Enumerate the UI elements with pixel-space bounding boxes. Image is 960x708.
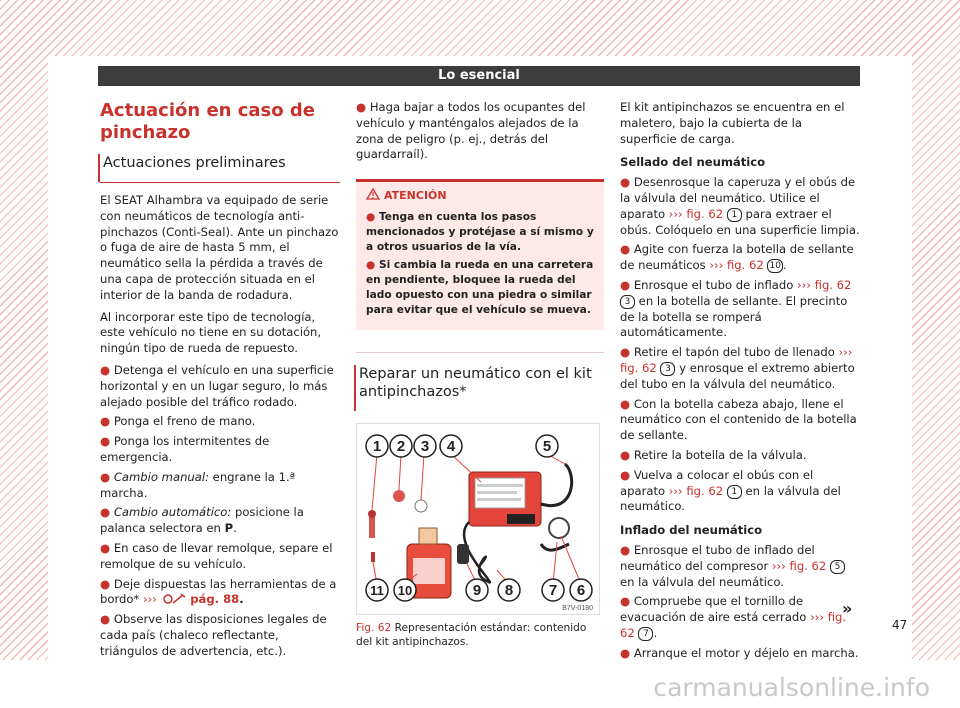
figure-code: B7V-0180	[562, 604, 593, 612]
list-item-text: .	[653, 625, 658, 640]
list-item-text: Enrosque el tubo de inflado	[633, 277, 798, 292]
xref-arrow-icon: ›››	[771, 558, 790, 573]
gear-position: P	[224, 521, 234, 536]
callout-1: 1	[372, 437, 382, 455]
bullet-icon: ●	[620, 594, 634, 609]
list-item-text: Retire la botella de la válvula.	[633, 447, 807, 462]
list-item	[620, 345, 860, 392]
list-item-text: en la válvula del neumático.	[620, 574, 784, 589]
bullet-icon: ●	[620, 447, 634, 462]
list-item-text: .	[782, 258, 787, 273]
list-item-emphasis: Cambio automático:	[113, 505, 232, 520]
list-item-text: Ponga el freno de mano.	[113, 414, 256, 429]
list-item-text: En caso de llevar remolque, separe el remolque de su vehículo.	[100, 540, 333, 571]
figure-reference-link[interactable]: fig. 62	[620, 610, 847, 640]
list-item-text: posicione la palanca selectora en	[100, 505, 304, 536]
bullet-icon: ●	[620, 645, 634, 660]
figure-reference-link[interactable]: fig. 62	[686, 483, 724, 498]
watermark: carmanualsonline.info	[653, 673, 930, 702]
bullet-icon: ●	[100, 434, 114, 449]
list-item-text: Agite con fuerza la botella de sellante de neumáticos	[620, 242, 854, 273]
bullet-icon: ●	[620, 396, 634, 411]
bullet-icon: ●	[100, 505, 114, 520]
callout-10: 10	[397, 582, 413, 598]
figure-label: Fig. 62	[356, 621, 392, 634]
figure-reference-link[interactable]: fig. 62	[789, 558, 827, 573]
list-item	[100, 577, 340, 609]
subsection-heading	[354, 365, 604, 411]
callout-number: 7	[638, 627, 653, 641]
bullet-icon: ●	[620, 242, 634, 257]
callout-6: 6	[576, 581, 586, 599]
xref-arrow-icon: ›››	[668, 206, 687, 221]
figure-reference-link[interactable]: fig. 62	[620, 360, 657, 375]
list-item-text: Compruebe que el tornillo de evacuación de aire está cerrado	[620, 594, 811, 625]
list-item	[100, 363, 340, 410]
list-item	[620, 397, 860, 444]
list-item	[620, 594, 860, 641]
list-item	[100, 505, 340, 537]
xref-arrow-icon: ›››	[810, 610, 828, 625]
list-item	[356, 100, 604, 163]
callout-7: 7	[548, 581, 558, 599]
subheading-inflation: Inflado del neumático	[620, 523, 763, 538]
list-item-text: en la válvula del neumático.	[620, 483, 841, 514]
warning-title-text: ATENCIÓN	[384, 189, 447, 203]
figure-reference-link[interactable]: fig. 62	[726, 258, 764, 273]
bullet-icon: ●	[620, 467, 634, 482]
figure-reference-link[interactable]: fig. 62	[814, 277, 852, 292]
figure-caption	[356, 621, 604, 649]
figure-reference-link[interactable]: fig. 62	[686, 206, 724, 221]
list-item-text: Con la botella cabeza abajo, llene el neumático con el contenido de la botella de sellante.	[620, 396, 857, 443]
callout-4: 4	[446, 437, 456, 455]
callout-number: 3	[620, 295, 635, 309]
xref-arrow-icon: ›››	[142, 592, 157, 607]
list-item-text: Enrosque el tubo de inflado del neumático del compresor	[620, 542, 815, 573]
column-left	[100, 100, 340, 664]
warning-item-text: Tenga en cuenta los pasos mencionados y protéjase a sí mismo y a otros usuarios de la vía.	[366, 210, 594, 253]
column-right	[620, 100, 860, 666]
xref-arrow-icon: ›››	[709, 258, 727, 273]
bullet-icon: ●	[620, 542, 634, 557]
heading-rule	[100, 182, 340, 183]
list-item	[620, 242, 860, 274]
subheading-sealing: Sellado del neumático	[620, 155, 766, 170]
list-item	[100, 612, 340, 659]
list-item	[100, 541, 340, 573]
page-title: Actuación en caso de pinchazo	[100, 100, 315, 143]
bullet-icon: ●	[100, 414, 114, 429]
list-item-text: Arranque el motor y déjelo en marcha.	[633, 645, 859, 660]
warning-box	[356, 179, 604, 329]
warning-item	[366, 210, 594, 254]
list-item-text: .	[233, 521, 237, 536]
bullet-icon: ●	[620, 175, 634, 190]
list-item	[100, 470, 340, 502]
figure-caption-text: Representación estándar: contenido del kit antipinchazos.	[356, 621, 587, 648]
callout-number: 5	[830, 560, 845, 574]
paragraph: El kit antipinchazos se encuentra en el maletero, bajo la cubierta de la superficie de carga.	[620, 100, 845, 146]
section-heading	[356, 352, 604, 411]
callout-8: 8	[504, 581, 514, 599]
bullet-icon: ●	[100, 540, 114, 555]
bullet-icon: ●	[100, 362, 114, 377]
list-item	[100, 434, 340, 466]
callout-9: 9	[472, 581, 482, 599]
xref-arrow-icon: ›››	[668, 483, 687, 498]
section-header: Lo esencial	[98, 66, 860, 86]
subsection-title: Actuaciones preliminares	[103, 155, 286, 171]
bullet-icon: ●	[366, 259, 379, 272]
list-item-text: Observe las disposiciones legales de cada país (chaleco reflectante, triángulos de advertencia, etc.).	[100, 612, 327, 658]
list-item	[620, 543, 860, 590]
list-item	[620, 468, 860, 515]
callout-5: 5	[542, 437, 552, 455]
continue-marker: »	[842, 599, 853, 618]
subsection-title: Reparar un neumático con el kit antipinchazos*	[359, 365, 592, 400]
list-item	[620, 278, 860, 341]
callout-number: 3	[660, 362, 675, 376]
paragraph: Al incorporar este tipo de tecnología, este vehículo no tiene en su dotación, ningún tipo de rueda de repuesto.	[100, 309, 322, 356]
list-item	[100, 414, 340, 430]
xref-arrow-icon: ›››	[838, 345, 853, 360]
callout-number: 1	[727, 208, 742, 222]
xref-arrow-icon: ›››	[797, 277, 815, 292]
bullet-icon: ●	[356, 100, 370, 114]
list-item-text: Desenrosque la caperuza y el obús de la válvula del neumático. Utilice el aparato	[620, 175, 856, 221]
warning-title	[366, 188, 594, 204]
page-reference-link[interactable]: pág. 88	[190, 592, 240, 607]
bullet-icon: ●	[620, 345, 634, 360]
list-item-text: engrane la 1.ª marcha.	[100, 469, 296, 500]
list-item-text: .	[239, 592, 244, 607]
paragraph: El SEAT Alhambra va equipado de serie con neumáticos de tecnología anti-pinchazos (Conti-Seal). Ante un pinchazo o fuga de aire de hasta 5 mm, el neumático sella la pérdida a través de una capa de protección situada en el interior de la banda de rodadura.	[100, 193, 339, 302]
list-item-text: en la botella de sellante. El precinto de la botella se romperá automáticamente.	[620, 293, 848, 340]
list-item-text: para extraer el obús. Colóquelo en una superficie limpia.	[620, 206, 860, 237]
callout-number: 1	[727, 485, 742, 499]
page-number: 47	[892, 618, 908, 632]
callout-3: 3	[420, 437, 430, 455]
figure-62	[356, 423, 600, 615]
repair-kit-illustration	[357, 424, 599, 614]
list-item-text: Detenga el vehículo en una superficie horizontal y en un lugar seguro, lo más alejado posible del tráfico rodado.	[100, 362, 334, 409]
list-item-text: Ponga los intermitentes de emergencia.	[100, 434, 270, 464]
list-item	[620, 646, 860, 662]
tools-icon	[161, 592, 187, 605]
list-item-emphasis: Cambio manual:	[113, 469, 209, 484]
column-middle	[356, 100, 604, 649]
bullet-icon: ●	[100, 612, 114, 627]
warning-item	[366, 258, 594, 317]
warning-item-text: Si cambia la rueda en una carretera en pendiente, bloquee la rueda del lado opuesto con una piedra o similar para evitar que el vehículo se mueva.	[366, 259, 594, 316]
warning-triangle-icon	[366, 188, 380, 200]
list-item-text: Haga bajar a todos los ocupantes del vehículo y manténgalos alejados de la zona de peligro (p. ej., detrás del guardarraíl).	[356, 100, 586, 162]
bullet-icon: ●	[620, 277, 634, 292]
bullet-icon: ●	[100, 576, 114, 591]
list-item-text: Deje dispuestas las herramientas de a bordo*	[100, 576, 337, 607]
callout-number: 10	[769, 261, 781, 272]
list-item	[620, 448, 860, 464]
subsection-heading	[98, 154, 340, 182]
callout-11: 11	[370, 582, 384, 598]
list-item-text: Retire el tapón del tubo de llenado	[633, 345, 839, 360]
callout-2: 2	[396, 437, 406, 455]
bullet-icon: ●	[100, 469, 114, 484]
list-item-text: Vuelva a colocar el obús con el aparato	[620, 467, 814, 498]
list-item-text: y enrosque el extremo abierto del tubo en la válvula del neumático.	[620, 360, 855, 391]
bullet-icon: ●	[366, 210, 379, 223]
list-item	[620, 175, 860, 238]
